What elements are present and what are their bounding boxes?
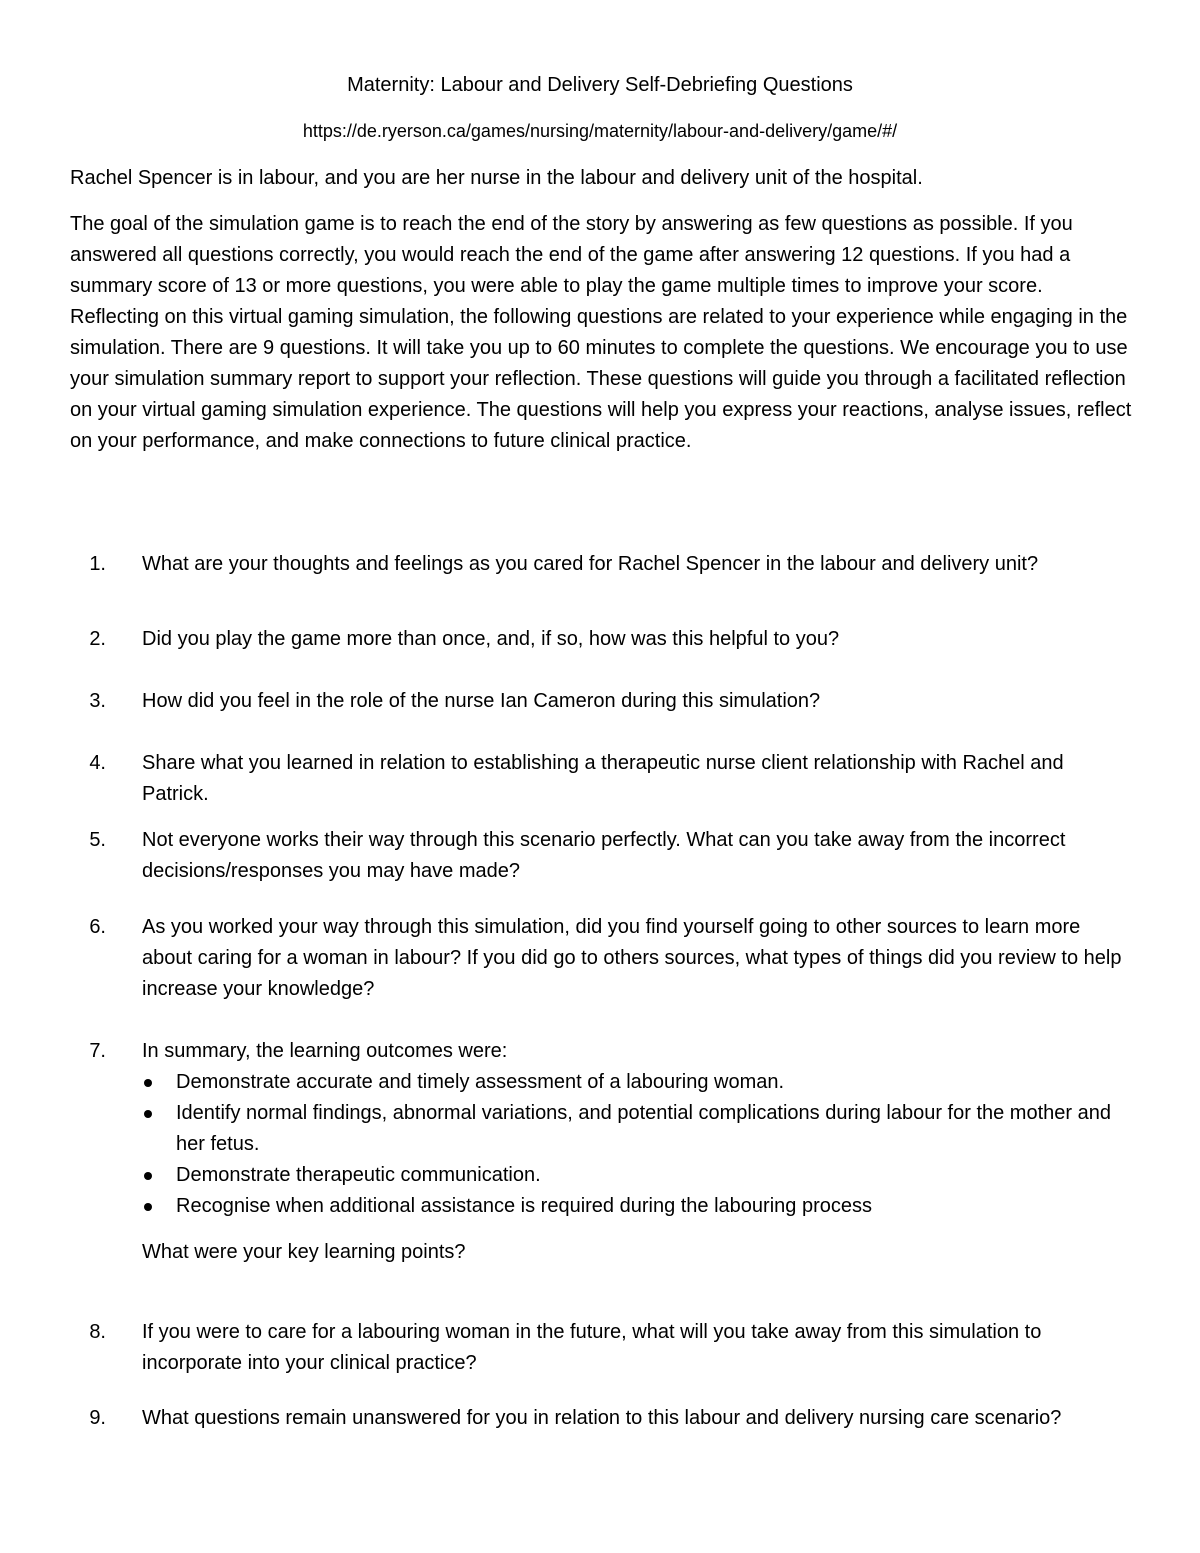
learning-outcome-item: Identify normal findings, abnormal variations, and potential complications during labour for the mother and her fetus. xyxy=(142,1098,1132,1160)
learning-outcome-item: Demonstrate accurate and timely assessment of a labouring woman. xyxy=(142,1067,1132,1098)
question-followup: What were your key learning points? xyxy=(142,1241,466,1263)
question-item: 3. How did you feel in the role of the nurse Ian Cameron during this simulation? xyxy=(70,686,1140,717)
question-text: If you were to care for a labouring woman in the future, what will you take away from this simulation to incorporate into your clinical practice? xyxy=(142,1321,1042,1374)
question-text xyxy=(142,1036,1132,1268)
question-text: Share what you learned in relation to establishing a therapeutic nurse client relationship with Rachel and Patrick. xyxy=(142,752,1064,805)
intro-paragraph: Rachel Spencer is in labour, and you are her nurse in the labour and delivery unit of the hospital. xyxy=(70,167,923,189)
question-lead: In summary, the learning outcomes were: xyxy=(142,1040,508,1062)
bullet-icon xyxy=(144,1110,152,1118)
document-title: Maternity: Labour and Delivery Self-Debriefing Questions xyxy=(347,74,853,96)
learning-outcome-item: Recognise when additional assistance is required during the labouring process xyxy=(142,1191,1132,1222)
question-item: 5. Not everyone works their way through this scenario perfectly. What can you take away from the incorrect decisions/responses you may have made? xyxy=(70,825,1140,887)
bullet-icon xyxy=(144,1172,152,1180)
question-text: How did you feel in the role of the nurse Ian Cameron during this simulation? xyxy=(142,690,821,712)
game-url: https://de.ryerson.ca/games/nursing/maternity/labour-and-delivery/game/#/ xyxy=(302,121,898,141)
question-text: Not everyone works their way through this scenario perfectly. What can you take away from the incorrect decisions/responses you may have made? xyxy=(142,829,1066,882)
learning-outcomes-list xyxy=(142,1067,1132,1222)
question-item: 8. If you were to care for a labouring woman in the future, what will you take away from this simulation to incorporate into your clinical practice? xyxy=(70,1317,1140,1379)
question-text: Did you play the game more than once, and, if so, how was this helpful to you? xyxy=(142,628,840,650)
question-text: What questions remain unanswered for you in relation to this labour and delivery nursing care scenario? xyxy=(142,1407,1062,1429)
question-item: 1. What are your thoughts and feelings as you cared for Rachel Spencer in the labour and delivery unit? xyxy=(70,549,1140,580)
question-item: 4. Share what you learned in relation to establishing a therapeutic nurse client relationship with Rachel and Patrick. xyxy=(70,748,1140,810)
goal-text: The goal of the simulation game is to reach the end of the story by answering as few questions as possible. If you answered all questions correctly, you would reach the end of the game after answering 12 questions. If you had a summary score of 13 or more questions, you were able to play the game multiple times to improve your score. xyxy=(70,213,1073,297)
question-item: 9. What questions remain unanswered for you in relation to this labour and delivery nursing care scenario? xyxy=(70,1403,1140,1434)
bullet-icon xyxy=(144,1203,152,1211)
bullet-icon xyxy=(144,1079,152,1087)
learning-outcome-item: Demonstrate therapeutic communication. xyxy=(142,1160,1132,1191)
question-text: As you worked your way through this simulation, did you find yourself going to other sources to learn more about caring for a woman in labour? If you did go to others sources, what types of things did you review to help increase your knowledge? xyxy=(142,916,1122,1000)
question-text: What are your thoughts and feelings as you cared for Rachel Spencer in the labour and delivery unit? xyxy=(142,553,1039,575)
question-item: 2. Did you play the game more than once, and, if so, how was this helpful to you? xyxy=(70,624,1140,655)
goal-paragraph xyxy=(70,209,1140,457)
reflection-text: Reflecting on this virtual gaming simulation, the following questions are related to your experience while engaging in the simulation. There are 9 questions. It will take you up to 60 minutes to complete the questions. We encourage you to use your simulation summary report to support your reflection. These questions will guide you through a facilitated reflection on your virtual gaming simulation experience. The questions will help you express your reactions, analyse issues, reflect on your performance, and make connections to future clinical practice. xyxy=(70,306,1132,452)
question-item: 7. In summary, the learning outcomes were: Demonstrate accurate and timely assessment of a labouring woman. Identify normal findings, abnormal variations, and potential complications during labour for the mother and her fetus. Demonstrate therapeutic communication. Recognise when additional assistance is required during the labouring process What were your key learning points? xyxy=(70,1036,1140,1268)
question-item: 6. As you worked your way through this simulation, did you find yourself going to other sources to learn more about caring for a woman in labour? If you did go to others sources, what types of things did you review to help increase your knowledge? xyxy=(70,912,1140,1005)
